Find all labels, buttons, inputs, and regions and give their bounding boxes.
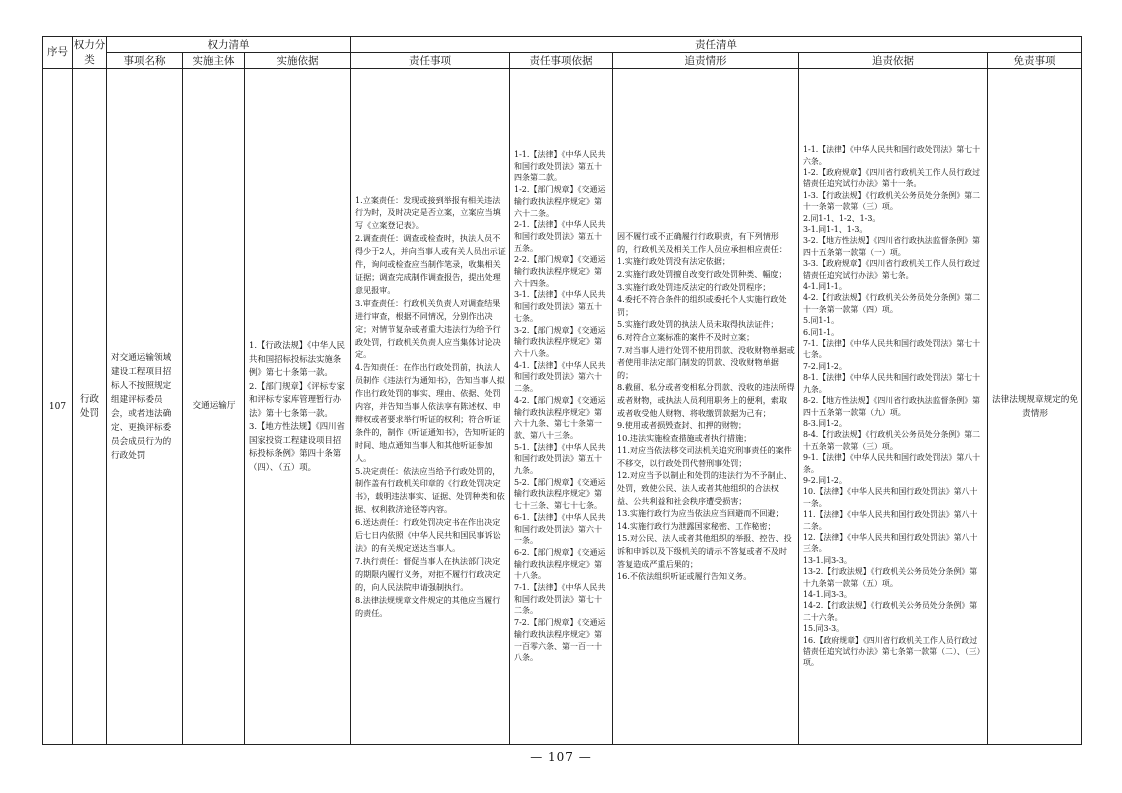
row-acc-basis: 1-1.【法律】《中华人民共和国行政处罚法》第七十六条。 1-2.【政府规章】《四川省行政机关工作人员行政过错责任追究试行办法》第十一条。 1-3.【行政法规】《行政机关公务员处分条例》第二十一条第一款第（三）项。 2.同1-1、1-2、1-3。 3-1.同1-1、1-3。 3-2.【地方性法规】《四川省行政执法监督条例》第四十五条第一款第（一）项。 3-3.【政府规章】《四川省行政机关工作人员行政过错责任追究试行办法》第七条。 4-1.同1-1。 4-2.【行政法规】《行政机关公务员处分条例》第二十一条第一款第（四）项。 5.同1-1。 6.同1-1。 7-1.【法律】《中华人民共和国行政处罚法》第七十七条。 7-2.同1-2。 8-1.【法律】《中华人民共和国行政处罚法》第七十九条。 8-2.【地方性法规】《四川省行政执法监督条例》第四十五条第一款第（九）项。 8-3.同1-2。 8-4.【行政法规】《行政机关公务员处分条例》第二十五条第一款第（三）项。 9-1.【法律】《中华人民共和国行政处罚法》第八十条。 9-2.同1-2。 10.【法律】《中华人民共和国行政处罚法》第八十一条。 11.【法律】《中华人民共和国行政处罚法》第八十二条。 12.【法律】《中华人民共和国行政处罚法》第八十三条。 13-1.同3-3。 13-2.【行政法规】《行政机关公务员处分条例》第十九条第一款第（五）项。 14-1.同3-3。 14-2.【行政法规】《行政机关公务员处分条例》第二十六条。 15.同3-3。 16.【政府规章】《四川省行政机关工作人员行政过错责任追究试行办法》第七条第一款第（二）、（三）项。 <box>799 69 988 745</box>
header-resp-items: 责任事项 <box>351 53 510 69</box>
row-resp-basis: 1-1.【法律】《中华人民共和国行政处罚法》第五十四条第二款。 1-2.【部门规章】《交通运输行政执法程序规定》第六十二条。 2-1.【法律】《中华人民共和国行政处罚法》第五十五条。 2-2.【部门规章】《交通运输行政执法程序规定》第六十四条。 3-1.【法律】《中华人民共和国行政处罚法》第五十七条。 3-2.【部门规章】《交通运输行政执法程序规定》第六十八条。 4-1.【法律】《中华人民共和国行政处罚法》第六十二条。 4-2.【部门规章】《交通运输行政执法程序规定》第六十九条、第七十条第一款、第八十三条。 5-1.【法律】《中华人民共和国行政处罚法》第五十九条。 5-2.【部门规章】《交通运输行政执法程序规定》第七十三条、第七十七条。 6-1.【法律】《中华人民共和国行政处罚法》第六十一条。 6-2.【部门规章】《交通运输行政执法程序规定》第十八条。 7-1.【法律】《中华人民共和国行政处罚法》第七十二条。 7-2.【部门规章】《交通运输行政执法程序规定》第一百零六条、第一百一十八条。 <box>510 69 613 745</box>
header-subject: 实施主体 <box>183 53 245 69</box>
header-basis: 实施依据 <box>245 53 351 69</box>
row-accountability: 因不履行或不正确履行行政职责，有下列情形的，行政机关及相关工作人员应承担相应责任： 1.实施行政处罚没有法定依据； 2.实施行政处罚擅自改变行政处罚种类、幅度； 3.实施行政处罚违反法定的行政处罚程序； 4.委托不符合条件的组织或委托个人实施行政处罚； 5.实施行政处罚的执法人员未取得执法证件； 6.对符合立案标准的案件不及时立案； 7.对当事人进行处罚不使用罚款、没收财物单据或者使用非法定部门制发的罚款、没收财物单据的； 8.截留、私分或者变相私分罚款、没收的违法所得或者财物，或执法人员利用职务上的便利，索取或者收受他人财物、将收缴罚款据为己有； 9.使用或者损毁查封、扣押的财物； 10.违法实施检查措施或者执行措施； 11.对应当依法移交司法机关追究刑事责任的案件不移交，以行政处罚代替刑事处罚； 12.对应当予以制止和处罚的违法行为不予制止、处罚，致使公民、法人或者其他组织的合法权益、公共利益和社会秩序遭受损害； 13.实施行政行为应当依法应当回避而不回避； 14.实施行政行为泄露国家秘密、工作秘密； 15.对公民、法人或者其他组织的举报、控告、投诉和申诉以及下级机关的请示不答复或者不及时答复造成严重后果的； 16.不依法组织听证或履行告知义务。 <box>613 69 799 745</box>
header-resp-basis: 责任事项依据 <box>510 53 613 69</box>
header-acc-basis: 追责依据 <box>799 53 988 69</box>
row-resp-items: 1.立案责任：发现或接到举报有相关违法行为时，及时决定是否立案，立案应当填写《立案登记表》。 2.调查责任：调查或检查时，执法人员不得少于2人，并向当事人或有关人员出示证件，询问或检查应当制作笔录，收集相关证据；调查完成制作调查报告，提出处理意见报审。 3.审查责任：行政机关负责人对调查结果进行审查，根据不同情况，分别作出决定；对情节复杂或者重大违法行为给予行政处罚，行政机关负责人应当集体讨论决定。 4.告知责任：在作出行政处罚前，执法人员制作《违法行为通知书》，告知当事人拟作出行政处罚的事实、理由、依据、处罚内容，并告知当事人依法享有陈述权、申辩权或者要求举行听证的权利；符合听证条件的，制作《听证通知书》，告知听证的时间、地点通知当事人和其他听证参加人。 5.决定责任：依法应当给予行政处罚的，制作盖有行政机关印章的《行政处罚决定书》，载明违法事实、证据、处罚种类和依据、权利救济途径等内容。 6.送达责任：行政处罚决定书在作出决定后七日内依照《中华人民共和国民事诉讼法》的有关规定送达当事人。 7.执行责任：督促当事人在执法部门决定的期限内履行义务，对拒不履行行政决定的，向人民法院申请强制执行。 8.法律法规规章文件规定的其他应当履行的责任。 <box>351 69 510 745</box>
header-responsibility-list: 责任清单 <box>351 37 1082 53</box>
row-exemption: 法律法规规章规定的免责情形 <box>988 69 1082 745</box>
row-seq: 107 <box>43 69 73 745</box>
header-power-type: 权力分类 <box>73 37 107 69</box>
row-power-type: 行政处罚 <box>73 69 107 745</box>
header-exemption: 免责事项 <box>988 53 1082 69</box>
header-accountability: 追责情形 <box>613 53 799 69</box>
header-seq: 序号 <box>43 37 73 69</box>
row-item-name: 对交通运输领域建设工程项目招标人不按照规定组建评标委员会，或者违法确定、更换评标委员会成员行为的行政处罚 <box>107 69 183 745</box>
page-number: — 107 — <box>530 750 592 764</box>
row-subject: 交通运输厅 <box>183 69 245 745</box>
header-item-name: 事项名称 <box>107 53 183 69</box>
row-basis: 1.【行政法规】《中华人民共和国招标投标法实施条例》第七十条第一款。 2.【部门规章】《评标专家和评标专家库管理暂行办法》第十七条第一款。 3.【地方性法规】《四川省国家投资工程建设项目招标投标条例》第四十条第（四）、（五）项。 <box>245 69 351 745</box>
header-power-list: 权力清单 <box>107 37 351 53</box>
power-responsibility-table <box>42 36 1082 745</box>
